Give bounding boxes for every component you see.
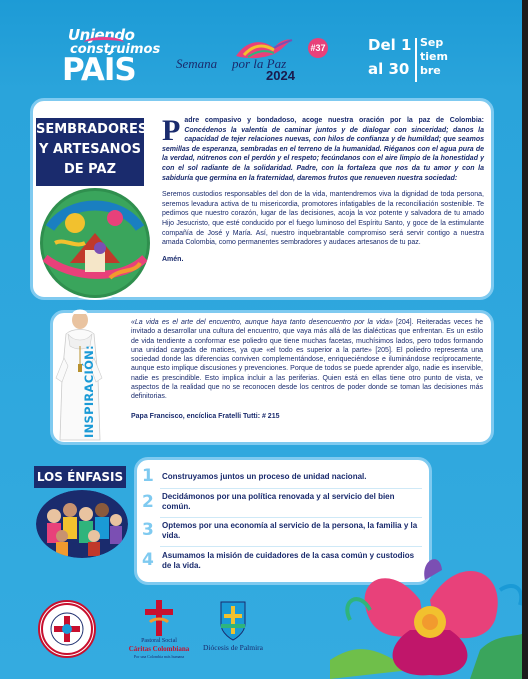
logo-line1: Unjendo <box>68 26 135 44</box>
prayer-paragraph-2: Seremos custodios responsables del don de la vida, mantendremos viva la dignidad de toda persona, seremos levadura activa de tu misericordia, promotores infatigables de la reconciliación sostenible. Te pedimos que nuestro corazón, lugar de las decisiones, acoja la voz potente y salvadora de tu amado Hijo Jesucristo, que esté conducido por el fuego luminoso del Espíritu Santo, y goce de la estimulante compañía de José y María. Así, nuestro inquebrantable compromiso será servir contigo a nuestra amada Colombia, como permanentes sembradores y audaces artesanos de tu paz. <box>162 191 484 247</box>
semana-word: Semana <box>176 56 218 71</box>
prayer-title <box>36 118 148 186</box>
caritas-line1: Pastoral Social <box>141 638 177 644</box>
enfasis-item: Asumamos la misión de cuidadores de la casa común y custodios de la vida. <box>162 551 415 570</box>
prayer-paragraph-1 <box>162 116 484 183</box>
month-text <box>420 36 448 78</box>
enfasis-number: 3 <box>142 520 154 540</box>
seal-icon <box>40 602 94 656</box>
caritas-line2: Cáritas Colombiana <box>128 645 190 653</box>
diocese-shield-icon <box>200 598 266 642</box>
prayer-lead: adre compasivo y bondadoso, acoge nuestra oración por la paz de Colombia: <box>184 117 484 124</box>
enfasis-item: Decidámonos por una política renovada y al servicio del bien común. <box>162 492 395 511</box>
enfasis-item: Optemos por una economía al servicio de la persona, la familia y la vida. <box>162 521 418 540</box>
prayer-dropcap: P <box>162 114 181 147</box>
logo-line3: PAÍS <box>62 52 136 88</box>
diocesis-palmira-logo <box>200 598 266 660</box>
edition-badge: #37 <box>308 38 328 58</box>
enfasis-number: 2 <box>142 492 154 512</box>
inspiration-text <box>131 318 483 431</box>
date-line1: Del 1 <box>368 36 412 54</box>
inspiration-quote-ref: [204]. <box>392 319 414 326</box>
inspiration-quote: «La vida es el arte del encuentro, aunque haya tanto desencuentro por la vida» <box>131 319 393 326</box>
peace-mural-image <box>38 186 152 300</box>
caritas-cross-icon <box>128 598 190 638</box>
year-text: 2024 <box>266 68 295 83</box>
month-line: bre <box>420 64 441 77</box>
semana-por-la-paz-logo <box>176 36 336 86</box>
por-la-paz-word: por la Paz <box>232 56 287 71</box>
caritas-line3: Por una Colombia más humana <box>133 654 185 659</box>
enfasis-divider <box>160 488 422 489</box>
prayer-title-line: SEMBRADORES <box>36 122 148 137</box>
flower-decoration <box>330 540 528 679</box>
inspiration-label: INSPIRACIÓN: <box>82 345 96 438</box>
logo-line2: construimos <box>70 42 161 57</box>
prayer-title-line: DE PAZ <box>63 162 117 177</box>
prayer-amen <box>162 255 484 265</box>
enfasis-title: LOS ÉNFASIS <box>34 466 126 488</box>
enfasis-divider <box>160 517 422 518</box>
inspiration-body: Reiteradas veces he invitado a desarrollar una cultura del encuentro, que vaya más allá de las dialécticas que enfrentan. Es un estilo de vida tendiente a conformar ese poliedro que tiene muchas facetas, muchísimos lados, pero todos formando una unidad cargada de matices, ya que «el todo es superior a la parte» [205]. El poliedro representa una sociedad donde las diferencias conviven complementándose, enriqueciéndose e iluminándose recíprocamente, aunque esto implique discusiones y prevenciones. Porque de todos se puede aprender algo, nadie es inservible, nadie es prescindible. Esto implica incluir a las periferias. Quien está en ellas tiene otro punto de vista, ve aspectos de la realidad que no se reconocen desde los centros de poder donde se toman las decisiones más definitorias. <box>131 319 483 401</box>
pastoral-social-palmira-logo <box>38 600 96 658</box>
date-divider <box>415 38 417 82</box>
date-range <box>368 36 448 86</box>
enfasis-number: 4 <box>142 550 154 570</box>
date-line2: al 30 <box>368 60 410 78</box>
caritas-colombiana-logo <box>128 598 190 660</box>
prayer-text <box>162 116 484 271</box>
diocese-caption: Diócesis de Palmira <box>203 643 263 652</box>
crowd-illustration <box>36 490 128 558</box>
month-line: tiem <box>420 50 448 63</box>
enfasis-number: 1 <box>142 466 154 486</box>
pope-francis-image <box>54 308 104 444</box>
prayer-title-line: Y ARTESANOS <box>39 142 141 157</box>
prayer-amen-text: Amén. <box>162 255 184 263</box>
month-line: Sep <box>420 36 444 49</box>
prayer-italic: Concédenos la valentía de caminar juntos y de dialogar con sinceridad; danos la capacidad de tejer relaciones nuevas, con hilos de confianza y de humildad; que seamos semillas de esperanza, sembradas en el terreno de la humanidad. Riéganos con el agua pura de la verdad, nútrenos con el perdón y el respeto; fecúndanos con el aire limpio de la honestidad y con el sol radiante de la solidaridad. Padre, con la fortaleza que nos da tu amor y con la sabiduría que germina en la fraternidad, daremos frutos que renueven nuestra sociedad: <box>162 126 484 182</box>
enfasis-item: Construyamos juntos un proceso de unidad nacional. <box>162 472 367 481</box>
inspiration-signature: Papa Francisco, encíclica Fratelli Tutti: # 215 <box>131 412 280 420</box>
unidos-construimos-pais-logo <box>58 26 161 88</box>
inspiration-paragraph <box>131 318 483 402</box>
